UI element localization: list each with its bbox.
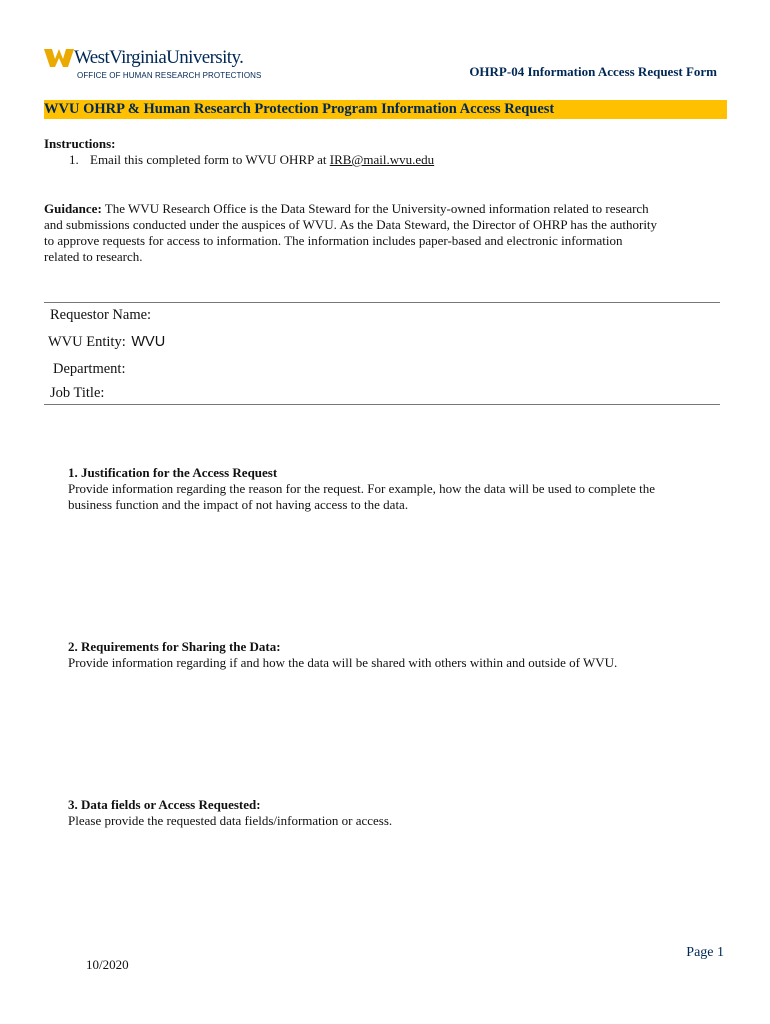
department-label: Department: [53,361,126,377]
irb-email-link[interactable]: IRB@mail.wvu.edu [329,152,435,167]
requestor-name-row[interactable] [50,307,157,324]
section-2-line-1: Provide information regarding if and how the data will be shared with others within and outside of WVU. [68,655,618,670]
section-3-heading: 3. Data fields or Access Requested: [68,797,261,812]
section-3-line-1: Please provide the requested data fields/information or access. [68,813,393,828]
requestor-top-rule [44,302,720,303]
wvu-entity-value[interactable]: WVU [131,334,166,350]
guidance-line-2: and submissions conducted under the auspices of WVU. As the Data Steward, the Director of OHRP has the authority [44,217,658,232]
guidance-line-4: related to research. [44,249,143,264]
title-banner [44,100,727,119]
requestor-bottom-rule [44,404,720,405]
section-1-line-1: Provide information regarding the reason for the request. For example, how the data will be used to complete the [68,481,655,496]
department-row[interactable] [53,361,131,378]
instruction-text: Email this completed form to WVU OHRP at [90,152,327,167]
section-2-heading: 2. Requirements for Sharing the Data: [68,639,281,654]
guidance-line-1 [44,201,649,217]
instruction-number: 1. [69,152,79,167]
wvu-entity-row[interactable] [48,334,165,351]
guidance-line-3: to approve requests for access to information. The information includes paper-based and electronic information [44,233,623,248]
requestor-name-label: Requestor Name: [50,307,152,323]
wvu-entity-label: WVU Entity: [48,334,126,350]
logo-university-name: WestVirginiaUniversity. [74,47,244,68]
section-1-line-2: business function and the impact of not having access to the data. [68,497,409,512]
form-id: OHRP-04 Information Access Request Form [469,64,717,79]
guidance-label: Guidance: [44,201,102,216]
page-number: Page 1 [686,945,724,960]
instructions-heading: Instructions: [44,136,116,151]
wv-flying-logo-icon [44,45,74,75]
wvu-logo [44,45,264,85]
guidance-text-1: The WVU Research Office is the Data Steward for the University-owned information related to research [101,201,649,216]
job-title-row[interactable] [50,385,110,402]
section-1-heading: 1. Justification for the Access Request [68,465,278,480]
footer-date: 10/2020 [86,957,129,972]
banner-title: WVU OHRP & Human Research Protection Program Information Access Request [44,101,555,117]
logo-office-name: OFFICE OF HUMAN RESEARCH PROTECTIONS [77,71,262,80]
job-title-label: Job Title: [50,385,105,401]
instruction-item [69,152,434,168]
